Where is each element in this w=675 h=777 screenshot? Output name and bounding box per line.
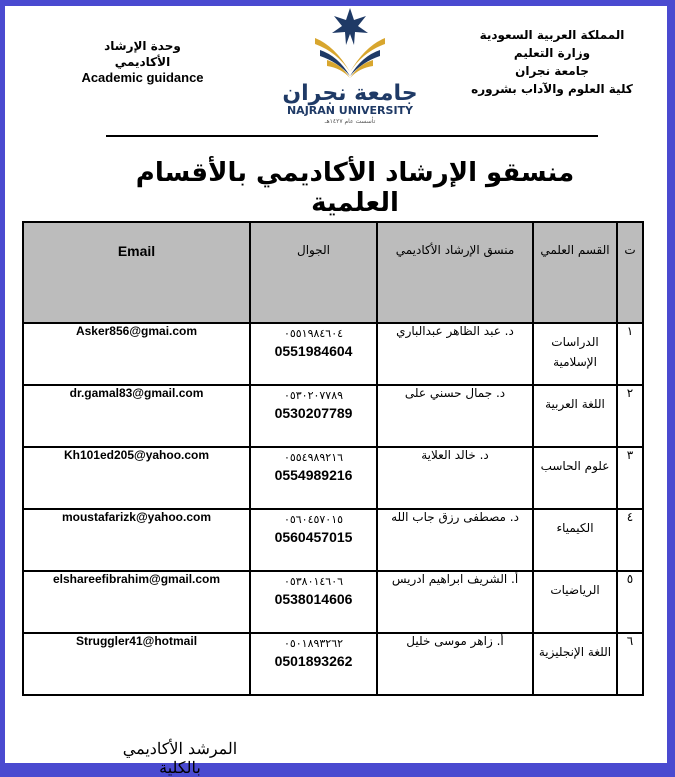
row-email[interactable]: elshareefibrahim@gmail.com	[23, 571, 250, 633]
header-num: ت	[617, 222, 643, 323]
phone-latin-digits: 0538014606	[274, 591, 353, 607]
logo-arabic-name: جامعة نجران	[282, 81, 418, 106]
header-email: Email	[23, 222, 250, 323]
phone-latin-digits: 0501893262	[274, 653, 353, 669]
header-divider	[106, 135, 598, 137]
row-email[interactable]: Kh101ed205@yahoo.com	[23, 447, 250, 509]
phone-arabic-digits: ٠٥٥١٩٨٤٦٠٤	[283, 327, 344, 340]
row-coordinator: أ. زاهر موسى خليل	[377, 633, 533, 695]
row-coordinator: د. خالد العلاية	[377, 447, 533, 509]
row-email[interactable]: dr.gamal83@gmail.com	[23, 385, 250, 447]
row-department-text: الدراسات الإسلامية	[551, 335, 599, 369]
phone-latin-digits: 0560457015	[274, 529, 353, 545]
row-coordinator: د. مصطفى رزق جاب الله	[377, 509, 533, 571]
najran-university-logo	[275, 6, 425, 126]
row-phone	[250, 571, 377, 633]
phone-arabic-digits: ٠٥٣٠٢٠٧٧٨٩	[283, 389, 344, 402]
signature-academic-advisor: المرشد الأكاديمي بالكلية	[122, 739, 238, 777]
row-department	[533, 323, 617, 385]
row-department	[533, 633, 617, 695]
header-unit-english: Academic guidance	[81, 70, 204, 85]
row-email[interactable]: Asker856@gmai.com	[23, 323, 250, 385]
header-phone: الجوال	[250, 222, 377, 323]
row-department	[533, 385, 617, 447]
row-department-text: الكيمياء	[556, 521, 594, 535]
table-row	[23, 447, 643, 509]
phone-arabic-digits: ٠٥٥٤٩٨٩٢١٦	[283, 451, 344, 464]
header-kingdom: المملكة العربية السعودية	[479, 28, 625, 42]
star-icon	[332, 8, 368, 45]
phone-latin-digits: 0530207789	[274, 405, 353, 421]
row-number: ٥	[617, 571, 643, 633]
header-coordinator: منسق الإرشاد الأكاديمي	[377, 222, 533, 323]
row-department-text: اللغة الإنجليزية	[538, 645, 612, 659]
coordinators-table	[22, 221, 644, 696]
row-email[interactable]: Struggler41@hotmail	[23, 633, 250, 695]
phone-latin-digits: 0554989216	[274, 467, 353, 483]
row-department	[533, 447, 617, 509]
phone-arabic-digits: ٠٥٠١٨٩٣٢٦٢	[283, 637, 344, 650]
header-college: كلية العلوم والآداب بشروره	[471, 82, 633, 96]
logo-tagline: تأسست عام ١٤٢٧هـ	[324, 118, 376, 125]
row-phone	[250, 633, 377, 695]
table-row	[23, 509, 643, 571]
row-phone	[250, 447, 377, 509]
row-number: ٣	[617, 447, 643, 509]
header-institution-block	[457, 26, 647, 98]
row-department	[533, 509, 617, 571]
row-phone	[250, 509, 377, 571]
row-phone	[250, 385, 377, 447]
header-unit-line-2: الأكاديمي	[114, 55, 171, 69]
row-department-text: علوم الحاسب	[540, 459, 610, 473]
logo-english-name: NAJRAN UNIVERSITY	[286, 104, 414, 117]
row-number: ٤	[617, 509, 643, 571]
document-page	[5, 6, 667, 777]
header-unit-block	[55, 38, 230, 86]
header-university: جامعة نجران	[515, 64, 589, 78]
table-row	[23, 323, 643, 385]
table-header-row	[23, 222, 643, 323]
row-phone	[250, 323, 377, 385]
row-coordinator: د. جمال حسني على	[377, 385, 533, 447]
phone-arabic-digits: ٠٥٦٠٤٥٧٠١٥	[283, 513, 344, 526]
row-number: ١	[617, 323, 643, 385]
table-row	[23, 385, 643, 447]
row-coordinator: د. عبد الظاهر عبدالباري	[377, 323, 533, 385]
header-ministry: وزارة التعليم	[513, 46, 591, 60]
table-row	[23, 633, 643, 695]
row-number: ٦	[617, 633, 643, 695]
table-row	[23, 571, 643, 633]
row-department	[533, 571, 617, 633]
row-email[interactable]: moustafarizk@yahoo.com	[23, 509, 250, 571]
header-dept: القسم العلمي	[533, 222, 617, 323]
phone-arabic-digits: ٠٥٣٨٠١٤٦٠٦	[283, 575, 344, 588]
page-title: منسقو الإرشاد الأكاديمي بالأقسام العلمية	[135, 158, 575, 218]
phone-latin-digits: 0551984604	[274, 343, 353, 359]
header-unit-line-1: وحدة الإرشاد	[104, 39, 181, 53]
row-department-text: اللغة العربية	[545, 397, 605, 411]
row-department-text: الرياضيات	[550, 583, 600, 597]
row-coordinator: أ. الشريف ابراهيم ادريس	[377, 571, 533, 633]
row-number: ٢	[617, 385, 643, 447]
